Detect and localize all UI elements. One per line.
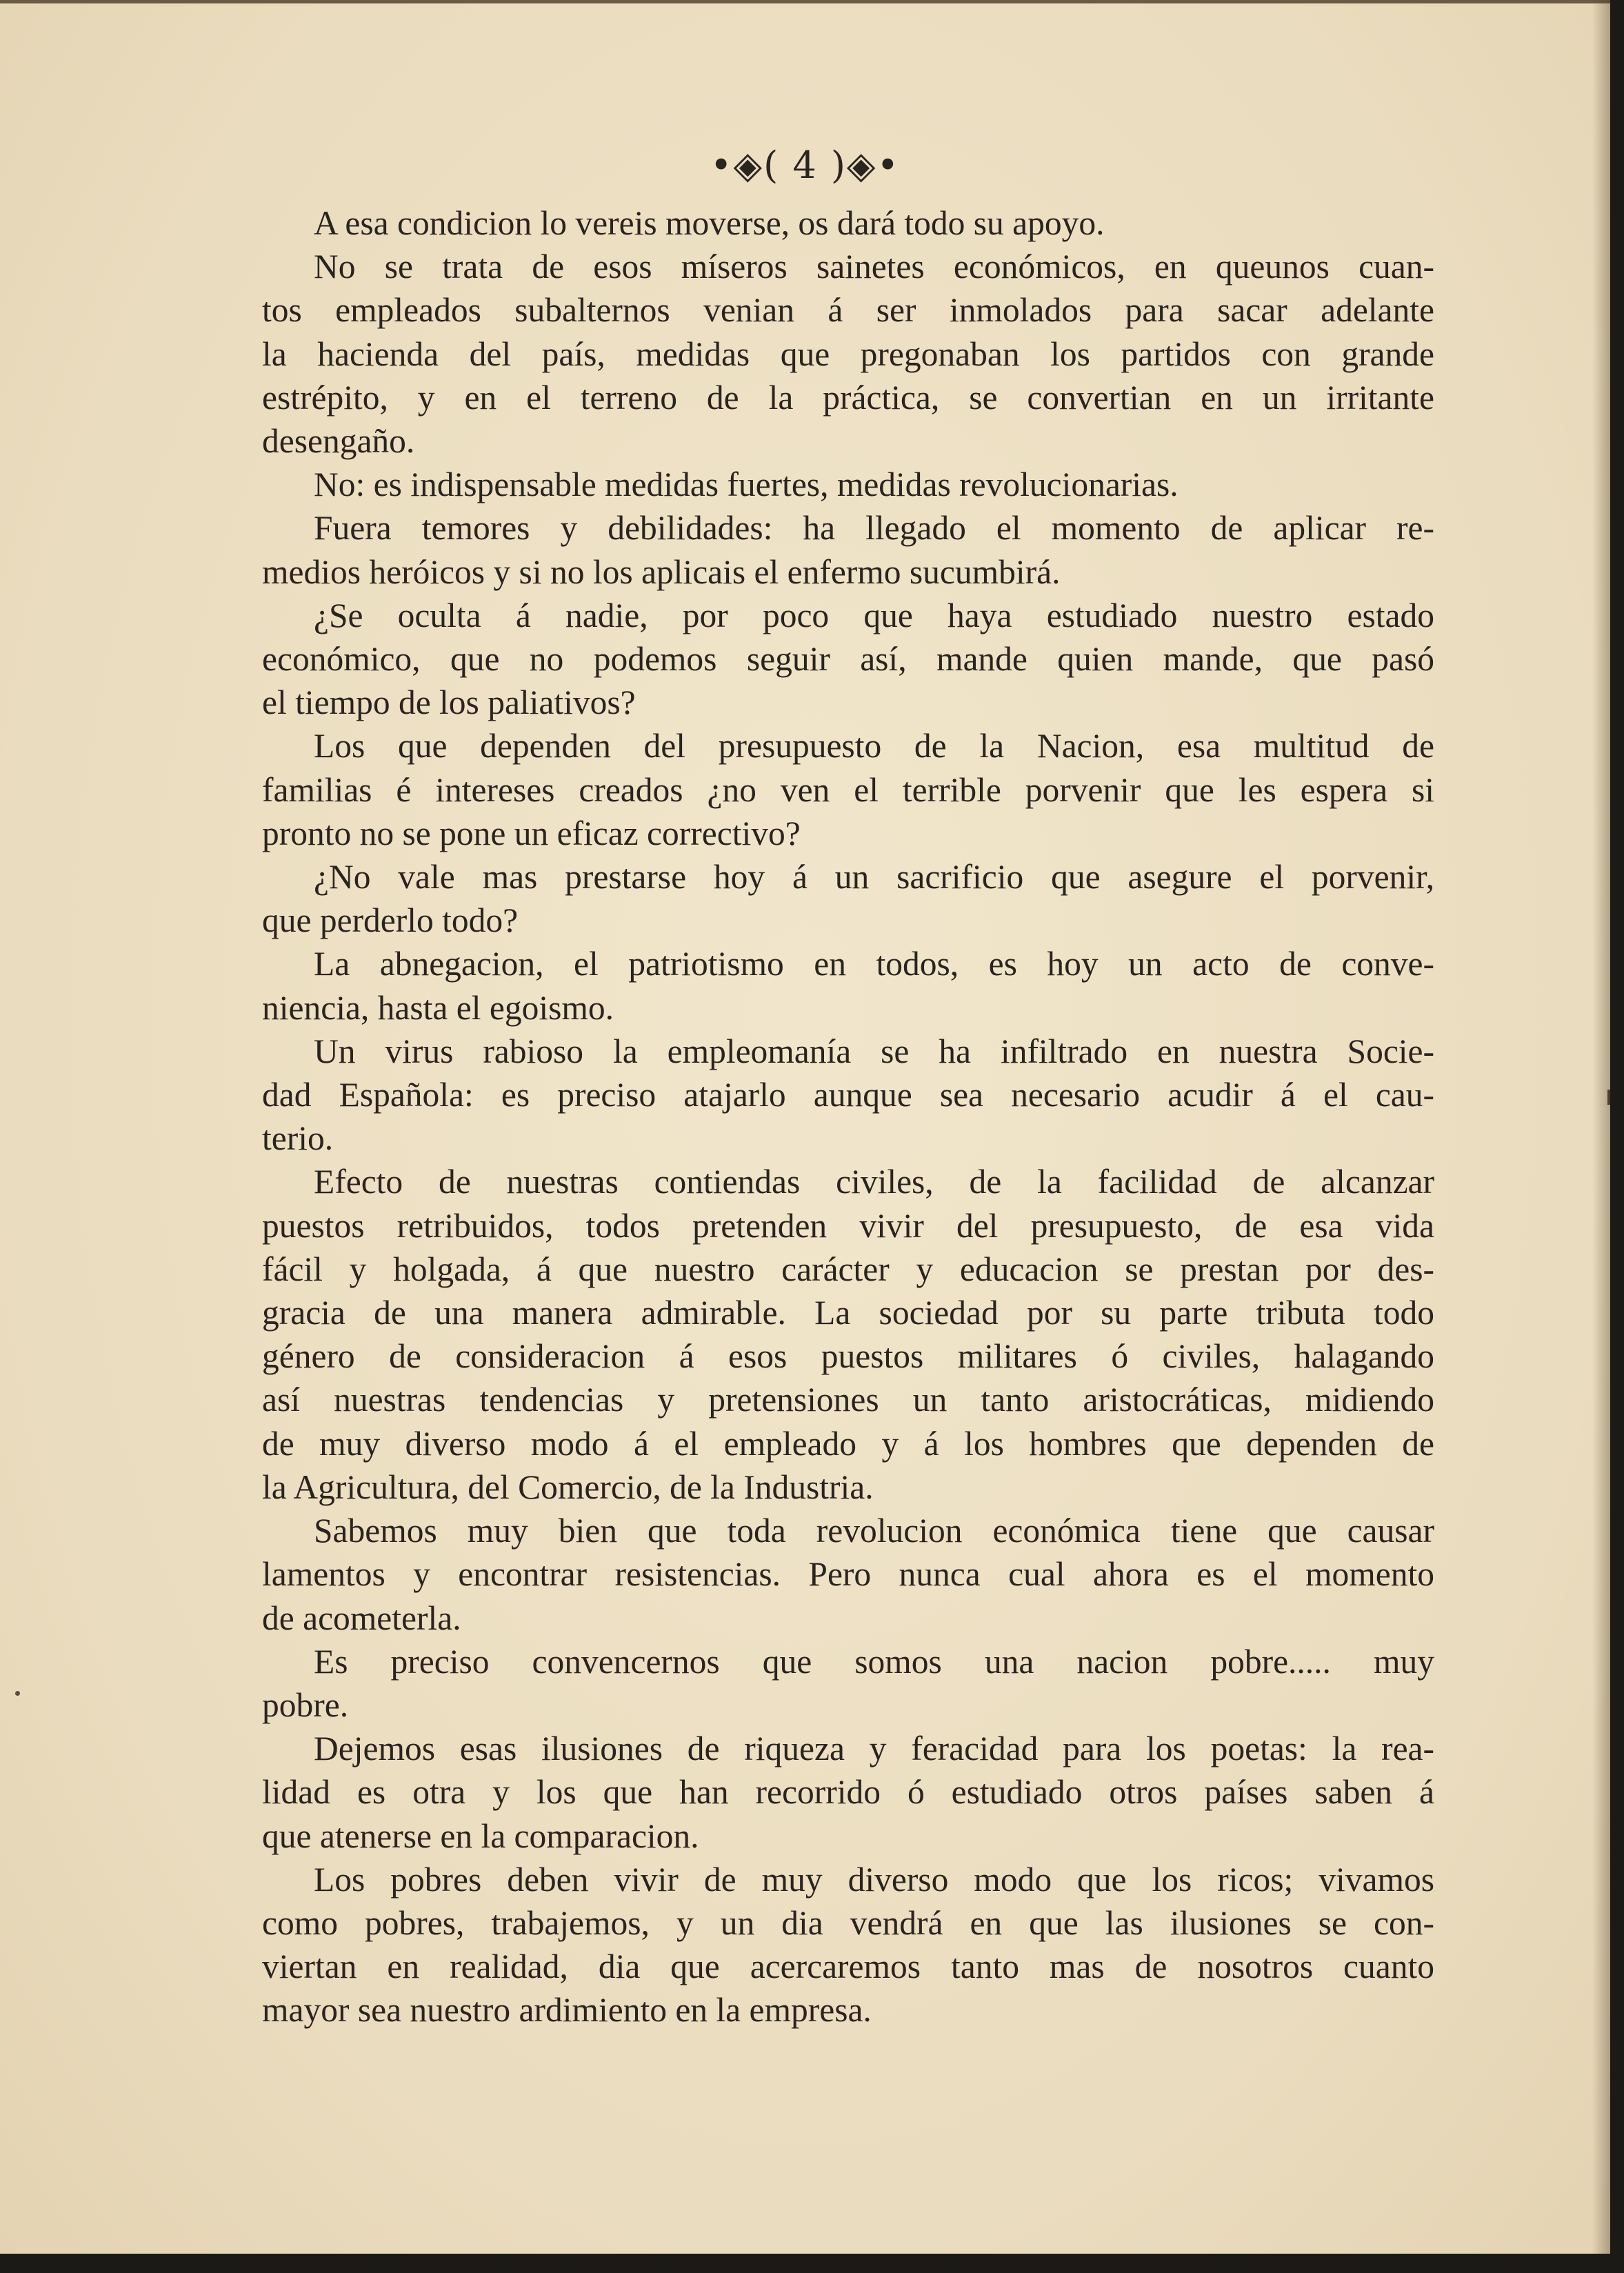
text-line: familias é intereses creados ¿no ven el terrible porvenir que les espera si <box>262 770 1434 809</box>
body-text <box>262 201 1434 2032</box>
text-line: ¿Se oculta á nadie, por poco que haya estudiado nuestro estado <box>314 596 1434 634</box>
text-line: A esa condicion lo vereis moverse, os dará todo su apoyo. <box>314 204 1105 242</box>
text-line: gracia de una manera admirable. La sociedad por su parte tributa todo <box>262 1294 1434 1332</box>
text-line: pronto no se pone un eficaz correctivo? <box>262 814 801 852</box>
text-line: tos empleados subalternos venian á ser inmolados para sacar adelante <box>262 291 1434 330</box>
paragraph <box>262 594 1434 725</box>
text-line: que atenerse en la comparacion. <box>262 1816 699 1855</box>
paper-speck <box>15 1691 20 1696</box>
text-line: mayor sea nuestro ardimiento en la empresa. <box>262 1991 872 2030</box>
paragraph <box>262 1030 1434 1161</box>
text-line: Los pobres deben vivir de muy diverso modo que los ricos; vivamos <box>314 1860 1434 1899</box>
text-line: económico, que no podemos seguir así, mande quien mande, que pasó <box>262 640 1434 679</box>
paragraph <box>262 942 1434 1029</box>
paragraph <box>262 1640 1434 1727</box>
text-line: de muy diverso modo á el empleado y á los hombres que dependen de <box>262 1424 1434 1463</box>
text-line: que perderlo todo? <box>262 901 519 940</box>
text-line: Dejemos esas ilusiones de riqueza y feracidad para los poetas: la rea- <box>314 1730 1434 1768</box>
margin-mark <box>1607 1090 1610 1105</box>
paragraph <box>262 1727 1434 1858</box>
page-edge-shadow <box>1592 0 1610 2254</box>
text-line: la hacienda del país, medidas que pregonaban los partidos con grande <box>262 334 1434 373</box>
page-number-header: •◈( 4 )◈• <box>710 143 901 187</box>
text-line: Fuera temores y debilidades: ha llegado el momento de aplicar re- <box>314 509 1434 548</box>
text-line: género de consideracion á esos puestos militares ó civiles, halagando <box>262 1337 1434 1376</box>
paragraph <box>262 1509 1434 1640</box>
text-line: medios heróicos y si no los aplicais el enfermo sucumbirá. <box>262 552 1061 591</box>
text-line: lidad es otra y los que han recorrido ó estudiado otros países saben á <box>262 1773 1434 1812</box>
text-line: niencia, hasta el egoismo. <box>262 988 614 1027</box>
text-line: estrépito, y en el terreno de la práctica, se convertian en un irritante <box>262 378 1434 417</box>
text-line: desengaño. <box>262 422 415 461</box>
paragraph <box>262 724 1434 855</box>
page-top-edge <box>0 0 1610 3</box>
text-line: fácil y holgada, á que nuestro carácter y educacion se prestan por des- <box>262 1250 1434 1288</box>
paragraph <box>262 201 1434 245</box>
text-line: lamentos y encontrar resistencias. Pero nunca cual ahora es el momento <box>262 1555 1434 1594</box>
text-line: puestos retribuidos, todos pretenden vivir del presupuesto, de esa vida <box>262 1206 1434 1245</box>
paragraph <box>262 245 1434 463</box>
text-line: Sabemos muy bien que toda revolucion económica tiene que causar <box>314 1512 1434 1550</box>
text-line: la Agricultura, del Comercio, de la Industria. <box>262 1468 874 1506</box>
text-line: de acometerla. <box>262 1599 461 1637</box>
paragraph <box>262 855 1434 942</box>
text-line: La abnegacion, el patriotismo en todos, es hoy un acto de conve- <box>314 945 1434 983</box>
paragraph <box>262 506 1434 593</box>
text-line: dad Española: es preciso atajarlo aunque sea necesario acudir á el cau- <box>262 1076 1434 1114</box>
text-line: No se trata de esos míseros sainetes económicos, en queunos cuan- <box>314 248 1434 286</box>
text-line: como pobres, trabajemos, y un dia vendrá en que las ilusiones se con- <box>262 1903 1434 1942</box>
text-line: Un virus rabioso la empleomanía se ha infiltrado en nuestra Socie- <box>314 1032 1434 1070</box>
text-line: pobre. <box>262 1685 349 1724</box>
paragraph <box>262 1858 1434 2032</box>
text-line: Efecto de nuestras contiendas civiles, de la facilidad de alcanzar <box>314 1163 1434 1201</box>
paragraph <box>262 463 1434 506</box>
text-line: así nuestras tendencias y pretensiones un tanto aristocráticas, midiendo <box>262 1381 1434 1419</box>
text-line: No: es indispensable medidas fuertes, medidas revolucionarias. <box>314 465 1179 504</box>
text-line: ¿No vale mas prestarse hoy á un sacrificio que asegure el porvenir, <box>314 858 1434 897</box>
text-line: viertan en realidad, dia que acercaremos tanto mas de nosotros cuanto <box>262 1947 1434 1986</box>
text-line: Es preciso convencernos que somos una nacion pobre..... muy <box>314 1642 1434 1681</box>
paragraph <box>262 1160 1434 1509</box>
text-line: Los que dependen del presupuesto de la Nacion, esa multitud de <box>314 727 1434 765</box>
text-line: terio. <box>262 1119 334 1158</box>
text-line: el tiempo de los paliativos? <box>262 683 636 722</box>
